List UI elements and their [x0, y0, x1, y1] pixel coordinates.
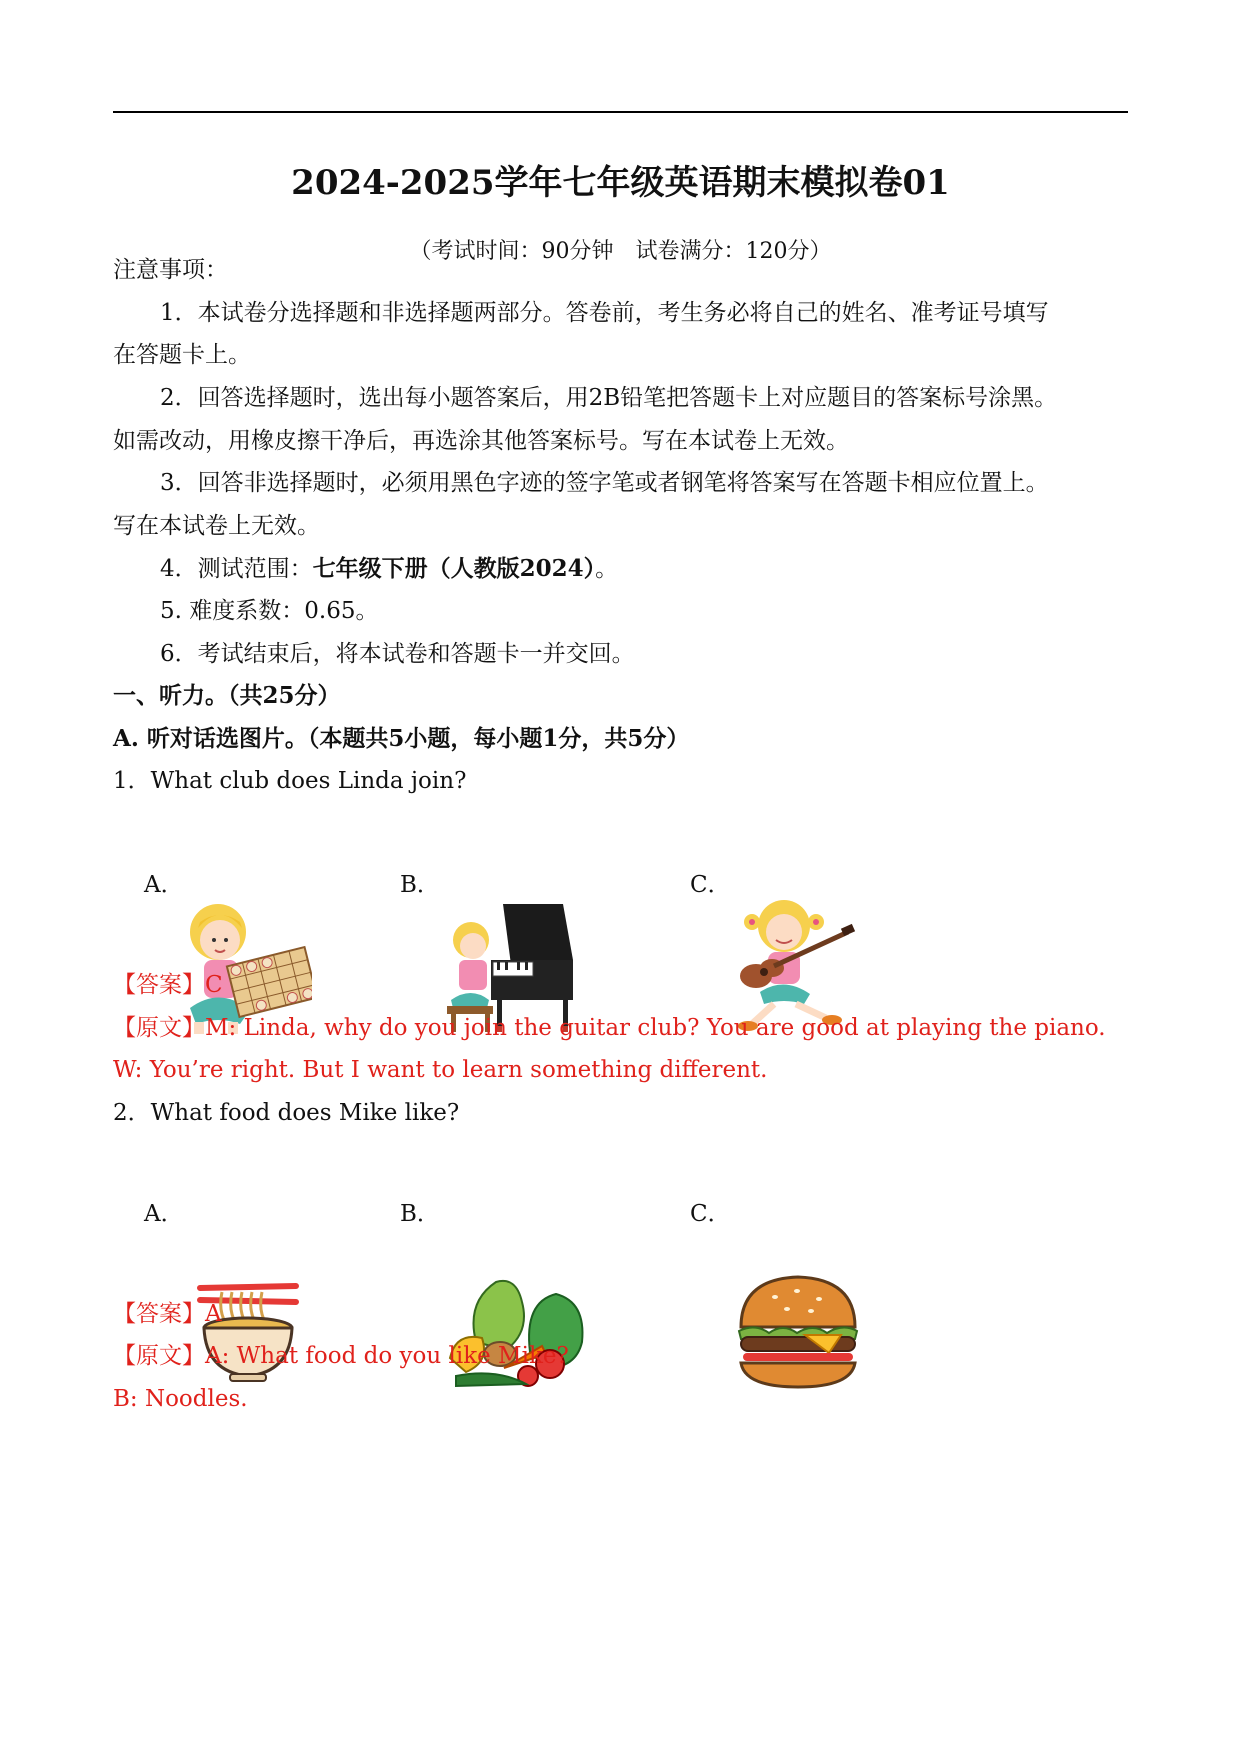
- note-item-4-scope: 七年级下册（人教版2024）: [312, 555, 596, 582]
- q1-question: 1．What club does Linda join?: [113, 768, 467, 794]
- hamburger-image: [735, 1273, 861, 1391]
- exam-subtitle: （考试时间：90分钟 试卷满分：120分）: [409, 239, 832, 264]
- q1-answer-tag: 【答案】: [113, 972, 205, 998]
- q2-script-tag: 【原文】: [113, 1343, 205, 1369]
- q2-option-a-label: A．: [144, 1201, 184, 1227]
- q2-option-c-label: C．: [690, 1201, 731, 1227]
- q1-script-line2: W: You’re right. But I want to learn something different.: [113, 1057, 768, 1083]
- q2-answer: [113, 1294, 222, 1334]
- q2-script-text1: A: What food do you like Mike?: [205, 1343, 569, 1369]
- q2-question: 2．What food does Mike like?: [113, 1100, 460, 1126]
- q1-answer-value: C: [205, 972, 223, 998]
- part-a-heading: A. 听对话选图片。（本题共5小题，每小题1分，共5分）: [113, 725, 690, 752]
- q1-answer: [113, 965, 223, 1005]
- q2-script-line2: B: Noodles.: [113, 1386, 248, 1412]
- note-item-2-line2: 如需改动，用橡皮擦干净后，再选涂其他答案标号。写在本试卷上无效。: [113, 428, 849, 454]
- q2-option-b-label: B．: [400, 1201, 440, 1227]
- note-item-3-line1: 3．回答非选择题时，必须用黑色字迹的签字笔或者钢笔将答案写在答题卡相应位置上。: [160, 470, 1049, 496]
- note-item-1-line2: 在答题卡上。: [113, 342, 251, 368]
- exam-title: 2024-2025学年七年级英语期末模拟卷01: [291, 163, 950, 203]
- note-item-4-prefix: 4．测试范围：: [160, 556, 313, 582]
- q1-script-tag: 【原文】: [113, 1015, 205, 1041]
- note-item-2-line1: 2．回答选择题时，选出每小题答案后，用2B铅笔把答题卡上对应题目的答案标号涂黑。: [160, 385, 1058, 411]
- q2-answer-tag: 【答案】: [113, 1301, 205, 1327]
- note-item-3-line2: 写在本试卷上无效。: [113, 513, 320, 539]
- notes-heading: 注意事项：: [113, 257, 228, 283]
- note-item-1-line1: 1．本试卷分选择题和非选择题两部分。答卷前，考生务必将自己的姓名、准考证号填写: [160, 300, 1049, 326]
- q1-option-a-label: A．: [144, 872, 184, 898]
- note-item-6: 6．考试结束后，将本试卷和答题卡一并交回。: [160, 641, 635, 667]
- section-heading-listening: 一、听力。（共25分）: [113, 682, 341, 709]
- q1-script-line1: [113, 1008, 1106, 1048]
- q1-option-c-label: C．: [690, 872, 731, 898]
- header-rule: [113, 111, 1128, 113]
- note-item-4: [160, 549, 618, 589]
- q2-script-line1: [113, 1336, 569, 1376]
- note-item-4-suffix: 。: [595, 556, 619, 582]
- q2-answer-value: A: [205, 1301, 222, 1327]
- q1-script-text1: M: Linda, why do you join the guitar club? You are good at playing the piano.: [205, 1015, 1106, 1041]
- q1-option-b-label: B．: [400, 872, 440, 898]
- note-item-5: 5. 难度系数：0.65。: [160, 598, 379, 624]
